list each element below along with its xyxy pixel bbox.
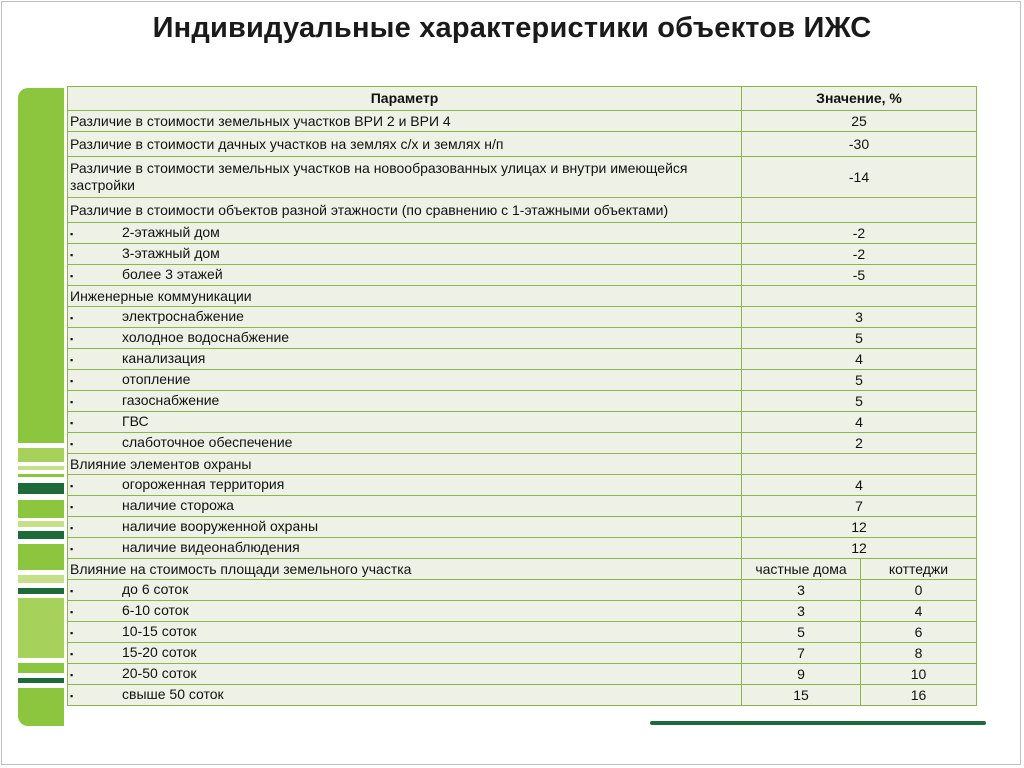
item-value-cottage: 10 <box>861 664 977 685</box>
item-label: 6-10 соток <box>122 601 189 618</box>
item-label: свыше 50 соток <box>122 685 224 702</box>
stripe <box>18 688 64 726</box>
bullet-icon: ▪ <box>70 669 74 680</box>
bullet-icon: ▪ <box>70 522 74 533</box>
col-header-cottage: коттеджи <box>861 559 977 580</box>
item-label: огороженная территория <box>122 475 285 492</box>
item-label: электроснабжение <box>122 307 244 324</box>
table-row <box>68 111 977 132</box>
row-value: 25 <box>742 111 977 132</box>
section-header-floors <box>68 198 977 223</box>
section-header-land-area <box>68 559 977 580</box>
bullet-icon: ▪ <box>70 375 74 386</box>
item-label: более 3 этажей <box>122 265 223 282</box>
list-item <box>68 349 977 370</box>
list-item <box>68 496 977 517</box>
stripe <box>18 544 64 570</box>
list-item <box>68 475 977 496</box>
item-value: 5 <box>742 370 977 391</box>
item-label: до 6 соток <box>122 580 189 597</box>
bullet-icon: ▪ <box>70 648 74 659</box>
slide-title: Индивидуальные характеристики объектов ИЖС <box>152 12 872 44</box>
bullet-icon: ▪ <box>70 270 74 281</box>
bullet-icon: ▪ <box>70 249 74 260</box>
bullet-icon: ▪ <box>70 354 74 365</box>
item-value: 5 <box>742 391 977 412</box>
item-value-cottage: 8 <box>861 643 977 664</box>
stripe <box>18 500 64 518</box>
list-item <box>68 538 977 559</box>
bullet-icon: ▪ <box>70 228 74 239</box>
list-item <box>68 622 977 643</box>
item-label: наличие вооруженной охраны <box>122 517 319 534</box>
item-label: холодное водоснабжение <box>122 328 290 345</box>
bullet-icon: ▪ <box>70 438 74 449</box>
stripe <box>18 588 64 594</box>
item-label: 15-20 соток <box>122 643 197 660</box>
stripe <box>18 474 64 477</box>
section-empty-cell <box>742 454 977 475</box>
item-value-private: 9 <box>742 664 861 685</box>
section-title: Различие в стоимости объектов разной этажности (по сравнению с 1-этажными объектами) <box>68 198 742 223</box>
section-header-utilities <box>68 286 977 307</box>
bullet-icon: ▪ <box>70 627 74 638</box>
bullet-icon: ▪ <box>70 312 74 323</box>
list-item <box>68 517 977 538</box>
section-empty-cell <box>742 198 977 223</box>
item-label: канализация <box>122 349 206 366</box>
section-title: Влияние элементов охраны <box>68 454 742 475</box>
item-value: 5 <box>742 328 977 349</box>
item-label: отопление <box>122 370 191 387</box>
item-value-private: 3 <box>742 601 861 622</box>
bullet-icon: ▪ <box>70 690 74 701</box>
bullet-icon: ▪ <box>70 606 74 617</box>
item-label: 10-15 соток <box>122 622 197 639</box>
list-item <box>68 643 977 664</box>
item-value: -2 <box>742 244 977 265</box>
item-label: слаботочное обеспечение <box>122 433 293 450</box>
decorative-stripes <box>18 88 64 728</box>
bullet-icon: ▪ <box>70 501 74 512</box>
item-value: 3 <box>742 307 977 328</box>
list-item <box>68 328 977 349</box>
row-param: Различие в стоимости земельных участков на новообразованных улицах и внутри имеющейся застройки <box>68 157 742 198</box>
item-label: 2-этажный дом <box>122 223 220 240</box>
section-title: Влияние на стоимость площади земельного участка <box>68 559 742 580</box>
stripe <box>18 531 64 539</box>
list-item <box>68 307 977 328</box>
item-value: 4 <box>742 349 977 370</box>
item-value: 2 <box>742 433 977 454</box>
item-value-private: 3 <box>742 580 861 601</box>
item-value: 4 <box>742 412 977 433</box>
stripe <box>18 598 64 658</box>
stripe <box>18 88 64 443</box>
stripe <box>18 521 64 527</box>
item-value-private: 5 <box>742 622 861 643</box>
stripe <box>18 678 64 683</box>
item-value-cottage: 4 <box>861 601 977 622</box>
bullet-icon: ▪ <box>70 585 74 596</box>
col-header-private: частные дома <box>742 559 861 580</box>
item-value-private: 15 <box>742 685 861 706</box>
item-value-private: 7 <box>742 643 861 664</box>
bullet-icon: ▪ <box>70 543 74 554</box>
item-value-cottage: 6 <box>861 622 977 643</box>
table-row <box>68 132 977 157</box>
stripe <box>18 483 64 494</box>
stripe <box>18 663 64 673</box>
item-label: наличие сторожа <box>122 496 234 513</box>
row-param: Различие в стоимости земельных участков ВРИ 2 и ВРИ 4 <box>68 111 742 132</box>
row-param: Различие в стоимости дачных участков на землях с/х и землях н/п <box>68 132 742 157</box>
row-value: -30 <box>742 132 977 157</box>
item-label: 3-этажный дом <box>122 244 220 261</box>
stripe <box>18 575 64 583</box>
item-label: наличие видеонаблюдения <box>122 538 300 555</box>
section-title: Инженерные коммуникации <box>68 286 742 307</box>
bullet-icon: ▪ <box>70 333 74 344</box>
item-value: 4 <box>742 475 977 496</box>
list-item <box>68 412 977 433</box>
stripe <box>18 448 64 462</box>
item-value: 12 <box>742 538 977 559</box>
row-value: -14 <box>742 157 977 198</box>
list-item <box>68 244 977 265</box>
item-value-cottage: 0 <box>861 580 977 601</box>
bullet-icon: ▪ <box>70 480 74 491</box>
item-value-cottage: 16 <box>861 685 977 706</box>
list-item <box>68 580 977 601</box>
list-item <box>68 664 977 685</box>
item-value: 12 <box>742 517 977 538</box>
header-value: Значение, % <box>742 87 977 111</box>
item-label: ГВС <box>122 412 149 429</box>
bullet-icon: ▪ <box>70 417 74 428</box>
header-param: Параметр <box>68 87 742 111</box>
characteristics-table <box>67 86 977 706</box>
list-item <box>68 601 977 622</box>
list-item <box>68 685 977 706</box>
item-value: -2 <box>742 223 977 244</box>
section-empty-cell <box>742 286 977 307</box>
list-item <box>68 223 977 244</box>
list-item <box>68 433 977 454</box>
stripe <box>18 466 64 470</box>
item-value: -5 <box>742 265 977 286</box>
item-label: 20-50 соток <box>122 664 197 681</box>
table-header-row <box>68 87 977 111</box>
bottom-divider <box>650 721 986 725</box>
list-item <box>68 265 977 286</box>
section-header-security <box>68 454 977 475</box>
table-row <box>68 157 977 198</box>
item-value: 7 <box>742 496 977 517</box>
list-item <box>68 391 977 412</box>
list-item <box>68 370 977 391</box>
bullet-icon: ▪ <box>70 396 74 407</box>
item-label: газоснабжение <box>122 391 220 408</box>
